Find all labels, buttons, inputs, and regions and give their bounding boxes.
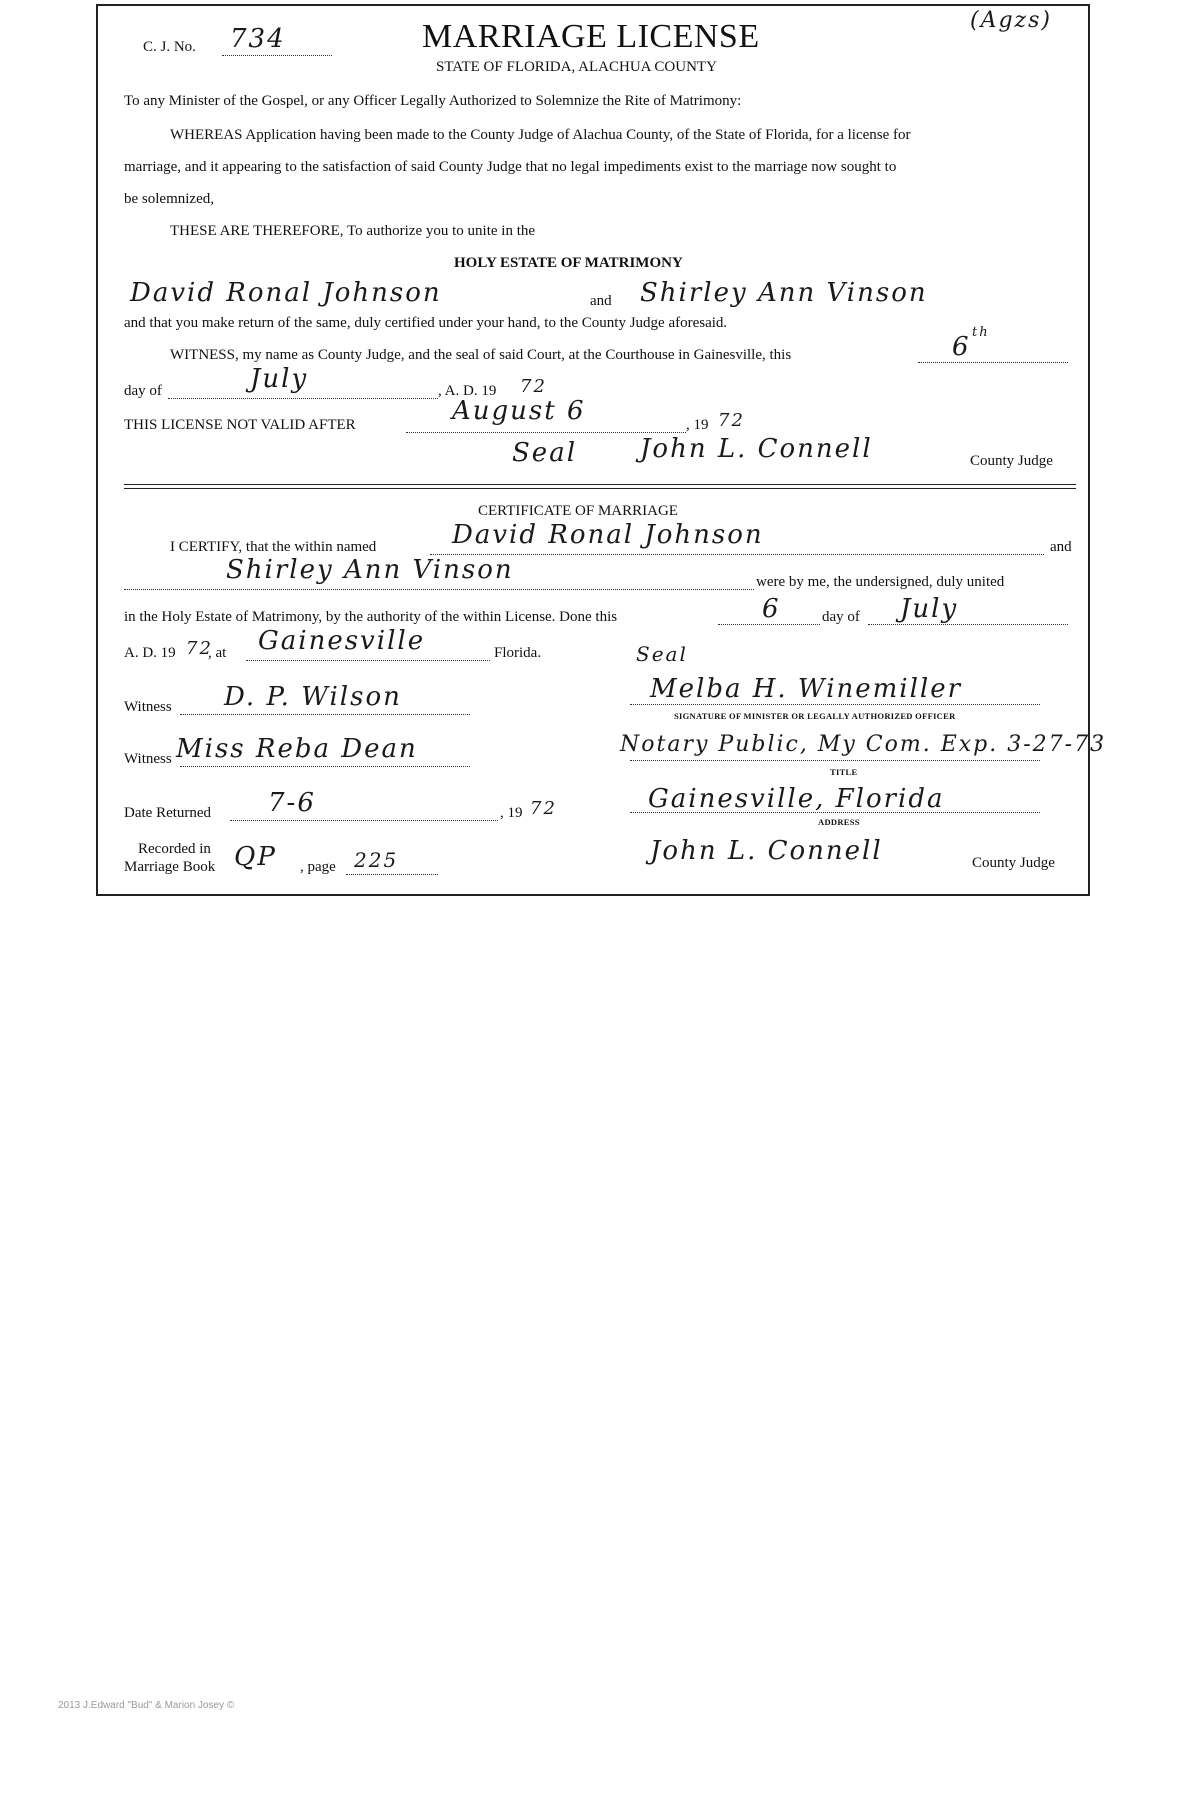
bride-name: Shirley Ann Vinson	[640, 278, 928, 308]
witness-1-name: D. P. Wilson	[224, 682, 402, 712]
address-line: To any Minister of the Gospel, or any Officer Legally Authorized to Solemnize the Rite of Matrimony:	[124, 93, 742, 109]
whereas-line-2: marriage, and it appearing to the satisfaction of said County Judge that no legal impediments exist to the marriage now sought to	[124, 159, 897, 175]
copyright-watermark: 2013 J.Edward "Bud" & Marion Josey ©	[58, 1700, 235, 1711]
recorded-in-label: Recorded in	[138, 841, 211, 857]
cert-groom: David Ronal Johnson	[452, 520, 764, 550]
return-line: and that you make return of the same, duly certified under your hand, to the County Judge aforesaid.	[124, 315, 728, 331]
cj-number: 734	[230, 24, 286, 54]
license-subtitle: STATE OF FLORIDA, ALACHUA COUNTY	[436, 59, 717, 75]
groom-name: David Ronal Johnson	[130, 278, 442, 308]
witness-day: 6	[952, 332, 971, 362]
county-judge-label: County Judge	[970, 453, 1053, 469]
witness-line: WITNESS, my name as County Judge, and the seal of said Court, at the Courthouse in Gainesville, this	[170, 347, 792, 363]
ad-at-suffix: , at	[208, 645, 227, 661]
done-day: 6	[762, 594, 781, 624]
cj-label: C. J. No.	[143, 39, 196, 55]
ad-label: , A. D. 19	[438, 383, 497, 399]
title-caption: TITLE	[830, 767, 858, 777]
date-returned: 7-6	[268, 788, 316, 818]
witness-label-2: Witness	[124, 751, 172, 767]
officer-title: Notary Public, My Com. Exp. 3-27-73	[620, 732, 1107, 757]
returned-year-prefix: , 19	[500, 805, 523, 821]
year-prefix: , 19	[686, 417, 709, 433]
not-valid-label: THIS LICENSE NOT VALID AFTER	[124, 417, 356, 433]
license-title: MARRIAGE LICENSE	[422, 18, 760, 55]
day-of-label: day of	[124, 383, 162, 399]
ceremony-place: Gainesville	[258, 626, 426, 656]
judge-seal: Seal	[512, 438, 578, 468]
witness-label-1: Witness	[124, 699, 172, 715]
officer-seal: Seal	[636, 642, 688, 666]
license-month: July	[250, 364, 309, 394]
recorder-county-judge-label: County Judge	[972, 855, 1055, 871]
judge-signature: John L. Connell	[640, 434, 873, 464]
cert-and-label: and	[1050, 539, 1072, 555]
signature-caption: SIGNATURE OF MINISTER OR LEGALLY AUTHORIZED OFFICER	[674, 711, 956, 721]
witness-2-name: Miss Reba Dean	[176, 734, 418, 764]
corner-note: (Agzs)	[970, 8, 1053, 33]
whereas-line-1: WHEREAS Application having been made to the County Judge of Alachua County, of the State of Florida, for a license for	[170, 127, 911, 143]
date-returned-label: Date Returned	[124, 805, 212, 821]
not-valid-date: August 6	[452, 396, 586, 426]
certify-label: I CERTIFY, that the within named	[170, 539, 377, 555]
marriage-book-label: Marriage Book	[124, 859, 216, 875]
and-label: and	[590, 293, 612, 309]
done-month: July	[900, 594, 959, 624]
returned-year: 72	[530, 798, 557, 819]
recorder-signature: John L. Connell	[650, 836, 883, 866]
cert-bride: Shirley Ann Vinson	[226, 555, 514, 585]
done-year: 72	[186, 638, 213, 659]
therefore-line: THESE ARE THEREFORE, To authorize you to unite in the	[170, 223, 536, 239]
address-caption: ADDRESS	[818, 817, 860, 827]
license-year: 72	[520, 376, 547, 397]
page-number: 225	[354, 848, 399, 872]
ad-at-prefix: A. D. 19	[124, 645, 176, 661]
day-of-label-2: day of	[822, 609, 860, 625]
certificate-title: CERTIFICATE OF MARRIAGE	[478, 503, 678, 519]
florida-label: Florida.	[494, 645, 542, 661]
holy-estate-heading: HOLY ESTATE OF MATRIMONY	[454, 255, 683, 271]
not-valid-year: 72	[718, 410, 745, 431]
holy-estate-line: in the Holy Estate of Matrimony, by the authority of the within License. Done this	[124, 609, 618, 625]
united-label: were by me, the undersigned, duly united	[756, 574, 1005, 590]
officer-address: Gainesville, Florida	[648, 784, 945, 814]
officer-signature: Melba H. Winemiller	[650, 674, 963, 704]
whereas-line-3: be solemnized,	[124, 191, 214, 207]
witness-day-suffix: th	[972, 325, 990, 340]
page-label: , page	[300, 859, 336, 875]
book-code: QP	[234, 842, 277, 872]
